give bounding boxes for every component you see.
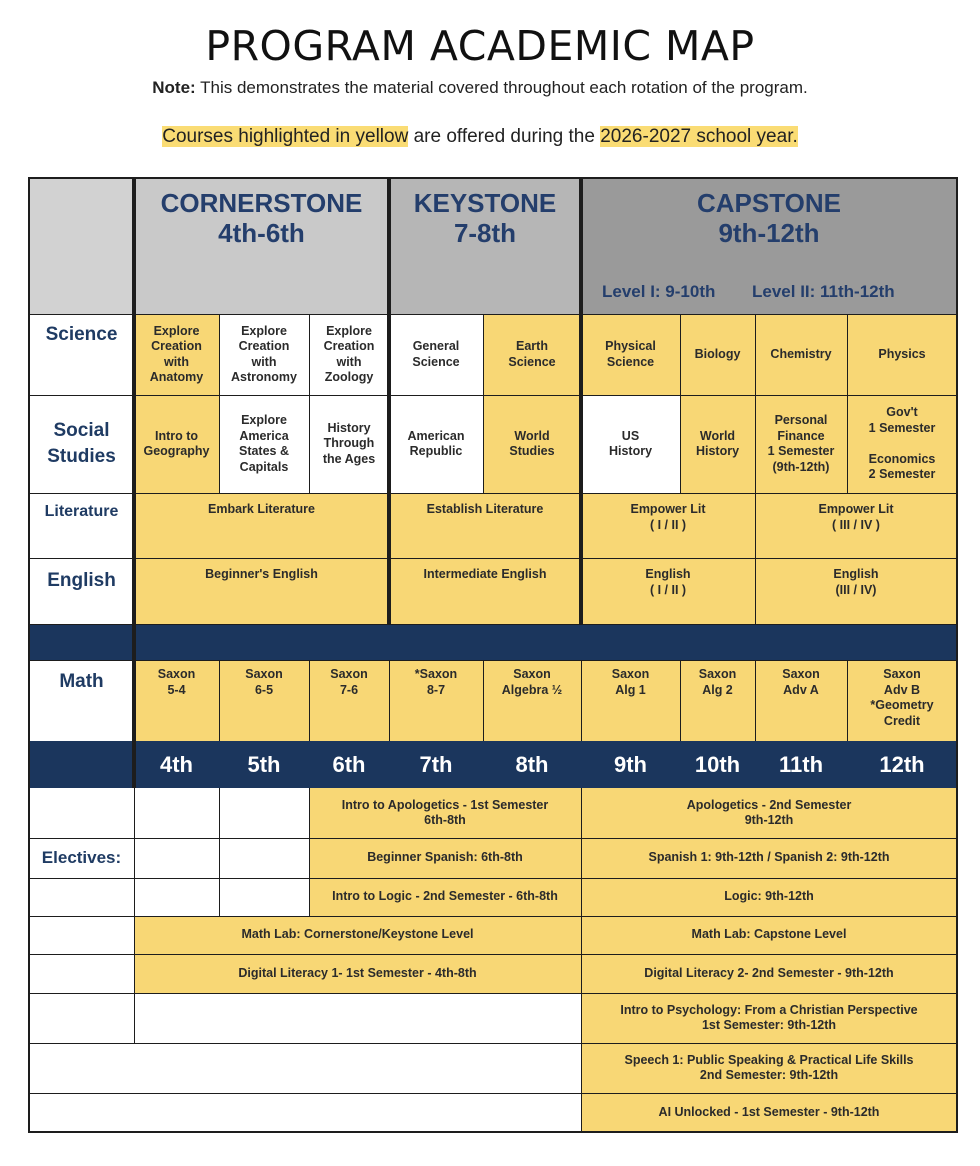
english-cell: English (III / IV) [755, 558, 957, 624]
grade-label: 5th [247, 751, 281, 777]
science-cell: General Science [389, 314, 483, 395]
elective-ai-unlocked: AI Unlocked - 1st Semester - 9th-12th [581, 1093, 957, 1132]
grid-line [134, 788, 135, 1043]
grid-line [29, 314, 957, 315]
science-cell: Physics [847, 314, 957, 395]
elective-speech: Speech 1: Public Speaking & Practical Life Skills 2nd Semester: 9th-12th [581, 1043, 957, 1093]
social-cell: Explore America States & Capitals [219, 395, 309, 493]
grid-line [29, 1043, 957, 1044]
elective-mathlab-capstone: Math Lab: Capstone Level [581, 916, 957, 954]
grade-label: 11th [778, 751, 824, 777]
grid-line [219, 314, 220, 493]
science-cell: Explore Creation with Zoology [309, 314, 389, 395]
math-cell: Saxon 7-6 [309, 660, 389, 741]
grid-line [755, 660, 756, 741]
science-cell: Biology [680, 314, 755, 395]
divider-band [29, 624, 957, 660]
header-keystone [389, 178, 581, 314]
science-cell: Chemistry [755, 314, 847, 395]
science-cell: Explore Creation with Astronomy [219, 314, 309, 395]
social-cell: World Studies [483, 395, 581, 493]
grid-line [581, 788, 582, 1132]
grid-line [847, 660, 848, 741]
divider-thick [132, 177, 136, 788]
row-label-literature: Literature [29, 493, 134, 558]
literature-cell: Empower Lit ( III / IV ) [755, 493, 957, 558]
social-label-1: Social [53, 420, 110, 441]
grid-line [29, 624, 957, 625]
grid-line [680, 660, 681, 741]
header-corner [29, 178, 134, 314]
grade-label: 9th [614, 751, 647, 777]
grid-line [309, 788, 310, 916]
note-line [0, 78, 960, 98]
math-cell: Saxon Alg 2 [680, 660, 755, 741]
divider-thick [387, 177, 391, 624]
divider-thick [579, 177, 583, 624]
grid-line [755, 314, 756, 493]
elective-digital-literacy-1: Digital Literacy 1- 1st Semester - 4th-8th [134, 954, 581, 993]
keystone-grades: 7-8th [453, 218, 517, 248]
grid-line [219, 660, 220, 741]
grid-line [29, 558, 957, 559]
grade-label: 10th [694, 751, 741, 777]
elective-mathlab-ck: Math Lab: Cornerstone/Keystone Level [134, 916, 581, 954]
row-label-social-studies [29, 395, 134, 493]
grid-line [29, 395, 957, 396]
math-cell: Saxon Alg 1 [581, 660, 680, 741]
elective-logic: Logic: 9th-12th [581, 878, 957, 916]
row-label-science: Science [29, 314, 134, 395]
literature-cell: Embark Literature [134, 493, 389, 558]
elective-logic-intro: Intro to Logic - 2nd Semester - 6th-8th [309, 878, 581, 916]
grid-line [29, 954, 957, 955]
grid-line [29, 1093, 957, 1094]
social-cell: American Republic [389, 395, 483, 493]
english-cell: English ( I / II ) [581, 558, 755, 624]
capstone-grades: 9th-12th [718, 218, 820, 248]
english-cell: Intermediate English [389, 558, 581, 624]
grade-label: 6th [332, 751, 366, 777]
table-border-top [28, 177, 958, 179]
note-label: Note: [152, 78, 196, 97]
grid-line [680, 314, 681, 493]
science-cell: Earth Science [483, 314, 581, 395]
highlight-note [0, 126, 960, 148]
math-cell: Saxon 5-4 [134, 660, 219, 741]
cornerstone-title: CORNERSTONE [160, 188, 363, 218]
math-cell: Saxon 6-5 [219, 660, 309, 741]
grade-label: 4th [160, 751, 193, 777]
science-cell: Physical Science [581, 314, 680, 395]
capstone-level-2: Level II: 11th-12th [752, 282, 895, 301]
header-capstone [581, 178, 957, 314]
social-cell: Intro to Geography [134, 395, 219, 493]
literature-cell: Establish Literature [389, 493, 581, 558]
grade-label: 8th [515, 751, 549, 777]
grid-line [309, 660, 310, 741]
grid-line [29, 878, 957, 879]
grid-line [29, 916, 957, 917]
english-cell: Beginner's English [134, 558, 389, 624]
cornerstone-grades: 4th-6th [218, 218, 305, 248]
grid-line [309, 314, 310, 493]
social-cell: Gov't 1 Semester Economics 2 Semester [847, 395, 957, 493]
highlight-mid: are offered during the [408, 126, 601, 147]
social-cell: World History [680, 395, 755, 493]
grade-label: 7th [419, 751, 453, 777]
grid-line [483, 314, 484, 493]
elective-spanish-beginner: Beginner Spanish: 6th-8th [309, 838, 581, 878]
math-cell: Saxon Algebra ½ [483, 660, 581, 741]
row-label-math: Math [29, 660, 134, 741]
math-cell: Saxon Adv B *Geometry Credit [847, 660, 957, 741]
elective-apologetics: Apologetics - 2nd Semester 9th-12th [581, 788, 957, 838]
grid-line [29, 838, 957, 839]
table-border-left [28, 177, 30, 1133]
table-border-bottom [28, 1131, 958, 1133]
highlight-courses: Courses highlighted in yellow [162, 126, 409, 147]
highlight-year: 2026-2027 school year. [600, 126, 798, 147]
grid-line [389, 660, 390, 741]
keystone-title: KEYSTONE [413, 188, 557, 218]
grid-line [755, 493, 756, 624]
elective-apologetics-intro: Intro to Apologetics - 1st Semester 6th-8th [309, 788, 581, 838]
row-label-electives: Electives: [41, 848, 122, 867]
elective-digital-literacy-2: Digital Literacy 2- 2nd Semester - 9th-12th [581, 954, 957, 993]
page-title: PROGRAM ACADEMIC MAP [205, 22, 755, 70]
grid-line [483, 660, 484, 741]
grid-line [581, 660, 582, 741]
social-cell: US History [581, 395, 680, 493]
science-cell: Explore Creation with Anatomy [134, 314, 219, 395]
capstone-level-1: Level I: 9-10th [602, 282, 716, 301]
grid-line [29, 660, 957, 661]
elective-spanish: Spanish 1: 9th-12th / Spanish 2: 9th-12th [581, 838, 957, 878]
capstone-title: CAPSTONE [697, 188, 841, 218]
elective-psychology: Intro to Psychology: From a Christian Perspective 1st Semester: 9th-12th [581, 993, 957, 1043]
grid-line [29, 993, 957, 994]
grid-line [29, 493, 957, 494]
literature-cell: Empower Lit ( I / II ) [581, 493, 755, 558]
header-cornerstone [134, 178, 389, 314]
note-text: This demonstrates the material covered throughout each rotation of the program. [195, 78, 808, 97]
social-cell: History Through the Ages [309, 395, 389, 493]
math-cell: *Saxon 8-7 [389, 660, 483, 741]
math-cell: Saxon Adv A [755, 660, 847, 741]
grid-line [847, 314, 848, 493]
social-cell: Personal Finance 1 Semester (9th-12th) [755, 395, 847, 493]
row-label-english: English [29, 558, 134, 624]
grade-label: 12th [879, 751, 925, 777]
social-label-2: Studies [47, 446, 116, 467]
grid-line [219, 788, 220, 916]
table-border-right [956, 177, 958, 1133]
